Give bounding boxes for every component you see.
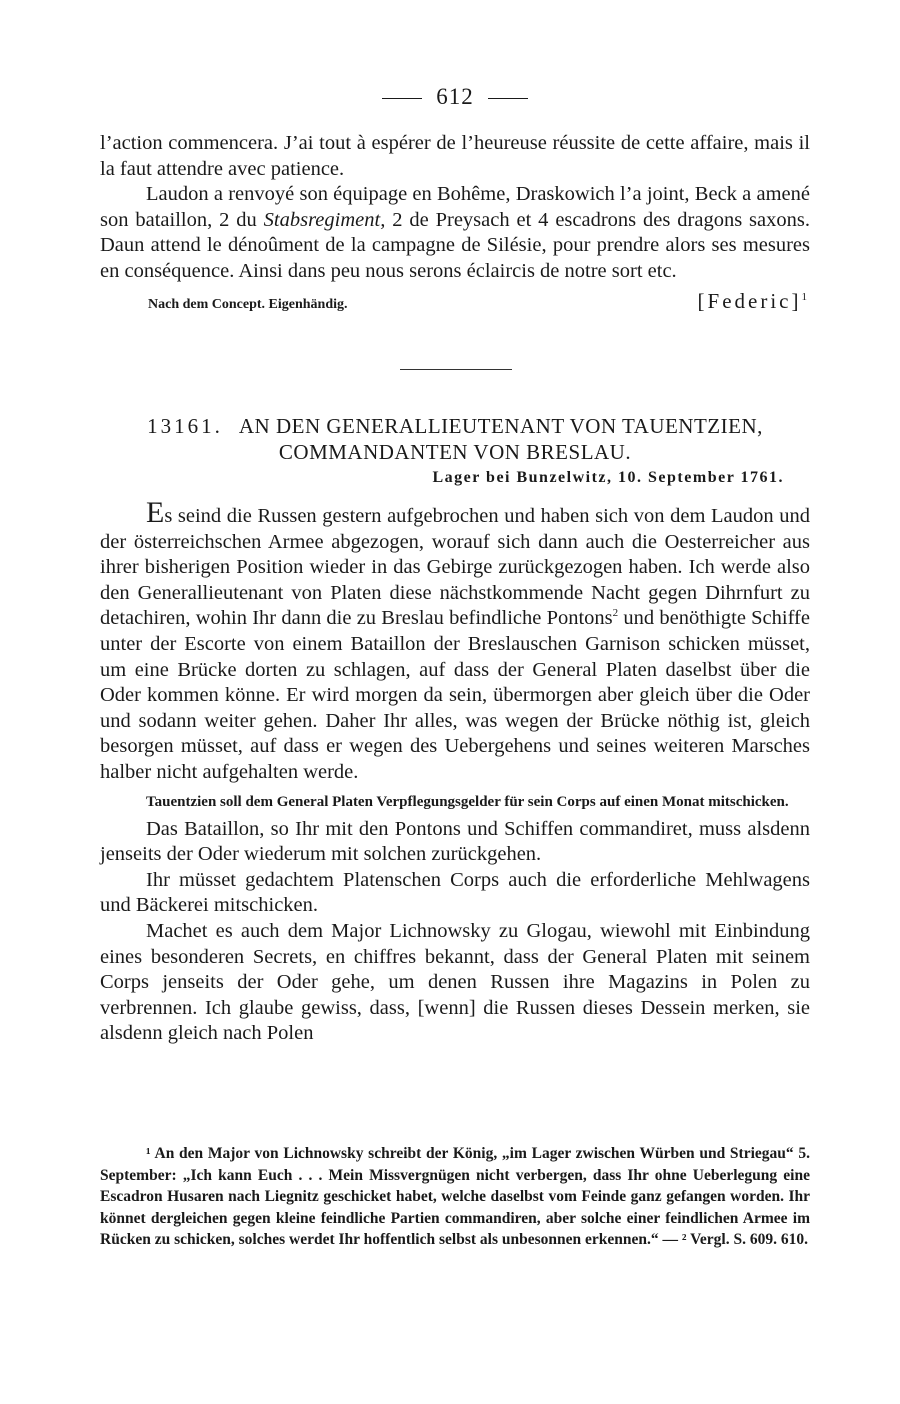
drop-cap: E xyxy=(146,496,165,529)
footnotes xyxy=(100,1143,810,1251)
letter-recipient-line-1: AN DEN GENERALLIEUTENANT VON TAUENTZIEN, xyxy=(238,414,763,438)
page-number-dash-right xyxy=(488,98,528,99)
section-divider xyxy=(400,369,512,370)
letter-paragraph-4: Machet es auch dem Major Lichnowsky zu Glogau, wiewohl mit Einbindung eines besonderen Secrets, en chiffres bekannt, dass der General Platen mit seinem Corps jenseits der Oder gehe, um denen Russen ihre Magazins in Polen zu verbrennen. Ich glaube gewiss, dass, [wenn] die Russen dieses Dessein merken, sie alsdenn gleich nach Polen xyxy=(100,919,810,1045)
inserted-note: Tauentzien soll dem General Platen Verpflegungsgelder für sein Corps auf einen Monat mitschicken. xyxy=(146,793,789,810)
page-number-dash-left xyxy=(382,98,422,99)
continuation-paragraph-1: l’action commencera. J’ai tout à espérer de l’heureuse réussite de cette affaire, mais il la faut attendre avec patience. xyxy=(100,132,810,180)
letter-paragraph-2: Das Bataillon, so Ihr mit den Pontons und Schiffen commandiret, muss alsdenn jenseits der Oder wiederum mit solchen zurückgehen. xyxy=(100,817,810,866)
footnote-text: ¹ An den Major von Lichnowsky schreibt der König, „im Lager zwischen Würben und Striegau“ 5. September: „Ich kann Euch . . . Mein Missvergnügen nicht verbergen, dass Ihr ohne Ueberlegung eine Escadron Husaren nach Liegnitz geschicket habet, welche daselbst vom Feinde ganz gefangen worden. Ihr könnet dergleichen gegen kleine feindliche Partien commandiren, aber solche einer feindlichen Armee im Rücken zu schicken, solches werdet Ihr hoffentlich selbst als unbesonnen erkennen.“ — ² Vergl. S. 609. 610. xyxy=(100,1145,810,1248)
source-note: Nach dem Concept. Eigenhändig. xyxy=(148,296,348,312)
letter-body xyxy=(100,496,810,1047)
page-number: 612 xyxy=(100,84,810,110)
letter-paragraph-1: Es seind die Russen gestern aufgebrochen und haben sich von dem Laudon und der österreichschen Armee abgezogen, worauf sich dann auch die Oesterreicher aus ihrer bisherigen Position wieder in das Gebirge zurückgezogen haben. Ich werde also den Generallieutenant von Platen diese nächstkommende Nacht gegen Dihrnfurt zu detachiren, wohin Ihr dann die zu Breslau befindliche Pontons$^2$ und benöthigte Schiffe unter der Escorte von einem Bataillon der Breslauschen Garnison schicken müsset, um eine Brücke dorten zu schlagen, auf dass der General Platen daselbst über die Oder kommen könne. Er wird morgen da sein, übermorgen aber gleich über die Oder und sodann weiter gehen. Daher Ihr alles, was wegen der Brücke nöthig ist, gleich besorgen müsset, auf dass er wegen des Uebergehens und seines weiteren Marsches halber nicht aufgehalten werde. xyxy=(100,496,810,783)
letter-place-date: Lager bei Bunzelwitz, 10. September 1761. xyxy=(432,469,784,486)
signature-row xyxy=(100,289,810,315)
continuation-paragraph-2: Laudon a renvoyé son équipage en Bohême, Draskowich l’a joint, Beck a amené son bataillon, 2 du Stabsregiment, 2 de Preysach et 4 escadrons des dragons saxons. Daun attend le dénoûment de la campagne de Silésie, pour prendre alors ses mesures en conséquence. Ainsi dans peu nous serons éclaircis de notre sort etc. xyxy=(100,183,810,282)
letter-recipient-line-2: COMMANDANTEN VON BRESLAU. xyxy=(278,440,632,464)
letter-paragraph-3: Ihr müsset gedachtem Platenschen Corps auch die erforderliche Mehlwagens und Bäckerei mitschicken. xyxy=(100,868,810,917)
letter-heading xyxy=(100,413,810,487)
signature: [Federic]$^1$ xyxy=(697,288,810,313)
continuation-text xyxy=(100,131,810,315)
letter-number: 13161. xyxy=(147,414,223,438)
